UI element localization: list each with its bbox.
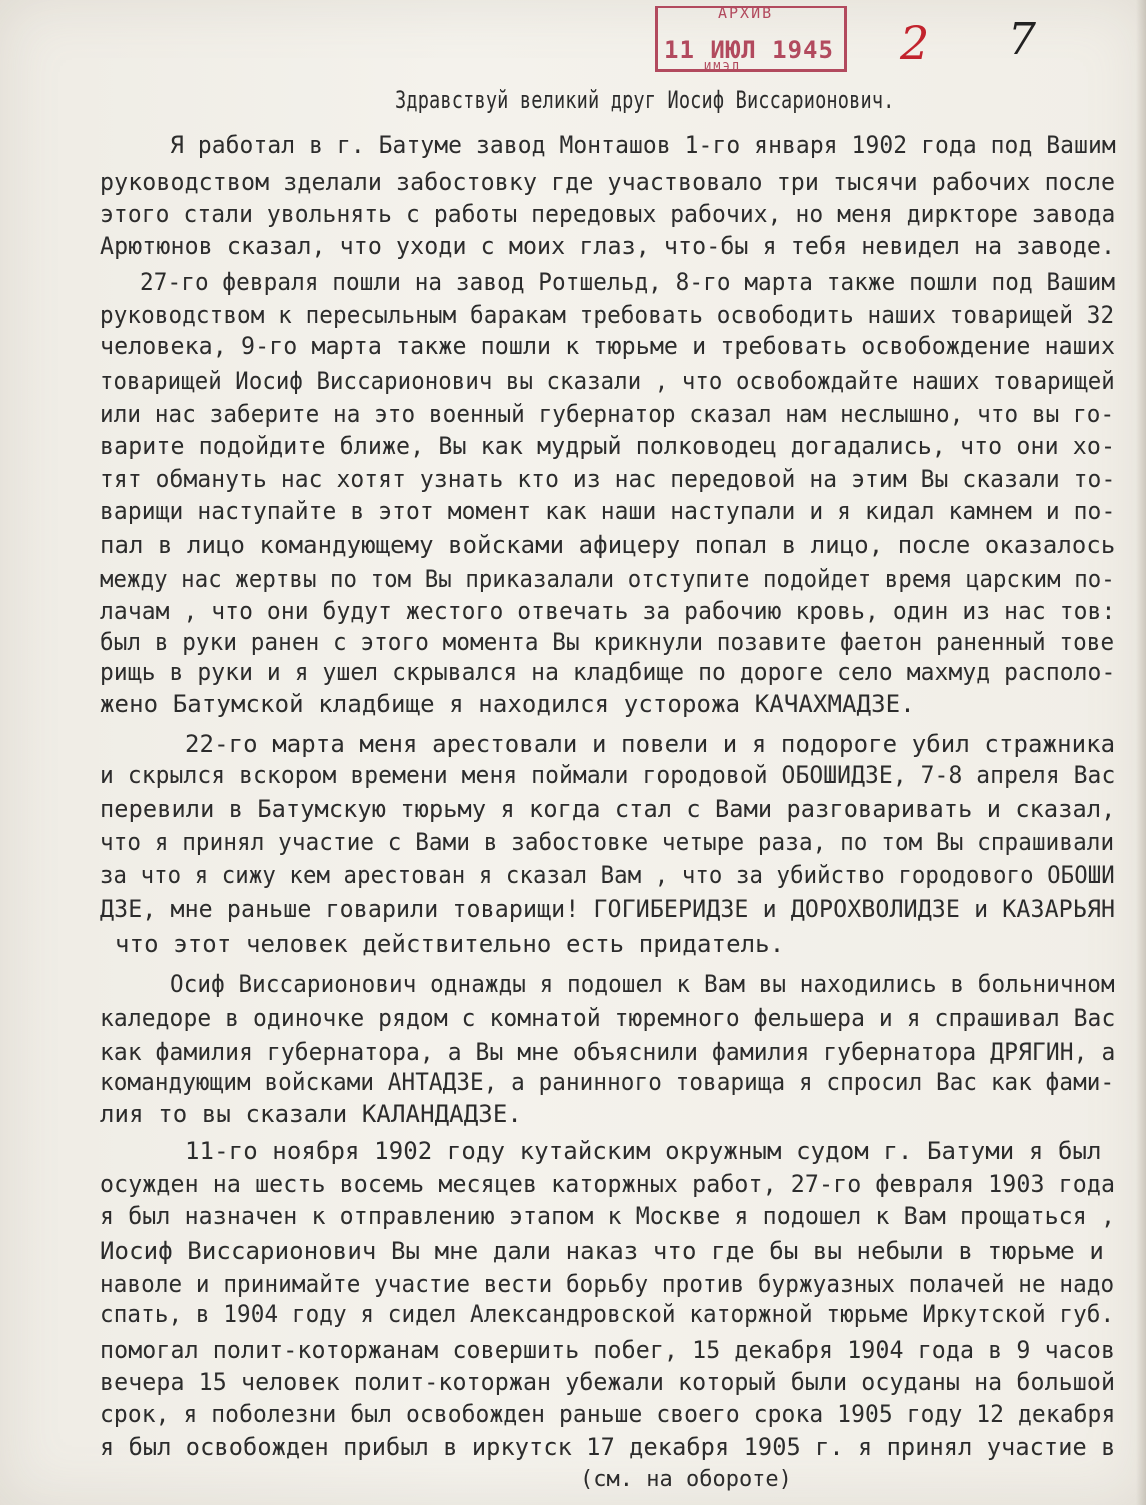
text-line: помогал полит-которжанам совершить побег, 15 декабря 1904 года в 9 часов <box>100 1336 1116 1364</box>
text-line: вечера 15 человек полит-которжан убежали который были осуданы на большой <box>100 1368 1116 1396</box>
text-line: ДЗЕ, мне раньше говарили товарищи! ГОГИБЕРИДЗЕ и ДОРОХВОЛИДЗЕ и КАЗАРЬЯН <box>100 895 1116 923</box>
letter-heading: Здравствуй великий друг Иосиф Виссарионович. <box>395 86 895 114</box>
text-line: Арютюнов сказал, что уходи с моих глаз, что-бы я тебя невидел на заводе. <box>100 232 1116 260</box>
text-line: между нас жертвы по том Вы приказалали отступите подойдет время царским по- <box>100 565 1115 593</box>
text-line: или нас заберите на это военный губернатор сказал нам неслышно, что вы го- <box>100 400 1115 428</box>
stamp-date: 11 ИЮЛ 1945 <box>664 36 834 64</box>
text-line: руководством к пересыльным баракам требовать освободить наших товарищей 32 <box>100 301 1115 329</box>
text-line: варищи наступайте в этот момент как наши наступали и я кидал камнем и по- <box>100 497 1116 525</box>
text-line: человека, 9-го марта также пошли к тюрьме и требовать освобождение наших <box>100 332 1116 360</box>
stamp-bottom-text: ИМЭЛ <box>704 60 741 74</box>
stamp-top-text: АРХИВ <box>718 4 774 22</box>
text-line: что этот человек действительно есть придатель. <box>115 930 785 958</box>
archive-stamp <box>655 6 847 72</box>
page-footer-note: (см. на обороте) <box>580 1467 792 1492</box>
text-line: срок, я поболезни был освобожден раньше своего срока 1905 году 12 декабря <box>100 1400 1116 1428</box>
text-line: рищь в руки и я ушел скрывался на кладбище по дороге село махмуд располо- <box>100 658 1116 686</box>
text-line: каледоре в одиночке рядом с комнатой тюремного фельшера и я спрашивал Вас <box>100 1004 1116 1032</box>
text-line: был в руки ранен с этого момента Вы крикнули позавите фаетон раненный тове <box>100 628 1115 656</box>
text-line: я был освобожден прибыл в иркутск 17 декабря 1905 г. я принял участие в <box>100 1433 1116 1461</box>
text-line: как фамилия губернатора, а Вы мне объяснили фамилия губернатора ДРЯГИН, а <box>100 1038 1116 1066</box>
text-line: Осиф Виссарионович однажды я подошел к Вам вы находились в больничном <box>170 970 1115 998</box>
text-line: товарищей Иосиф Виссарионович вы сказали , что освобождайте наших товарищей <box>100 367 1115 395</box>
page-number-red: 2 <box>900 16 930 70</box>
text-line: и скрылся вскором времени меня поймали городовой ОБОШИДЗЕ, 7-8 апреля Вас <box>100 761 1116 789</box>
text-line: лия то вы сказали КАЛАНДАДЗЕ. <box>100 1100 522 1128</box>
text-line: пал в лицо командующему войсками афицеру попал в лицо, после оказалось <box>100 531 1116 559</box>
text-line: Я работал в г. Батуме завод Монташов 1-го января 1902 года под Вашим <box>170 131 1116 159</box>
text-line: перевили в Батумскую тюрьму я когда стал с Вами разговаривать и сказал, <box>100 795 1116 823</box>
page-number-black: 7 <box>1008 14 1036 65</box>
text-line: 22-го марта меня арестовали и повели и я подороге убил стражника <box>185 730 1116 758</box>
text-line: я был назначен к отправлению этапом к Москве я подошел к Вам прощаться , <box>100 1202 1116 1230</box>
text-line: этого стали увольнять с работы передовых рабочих, но меня диркторе завода <box>100 200 1116 228</box>
text-line: лачам , что они будут жестого отвечать за рабочию кровь, один из нас тов: <box>100 597 1116 625</box>
text-line: спать, в 1904 году я сидел Александровской каторжной тюрьме Иркутской губ. <box>100 1300 1115 1328</box>
text-line: Иосиф Виссарионович Вы мне дали наказ что где бы вы небыли в тюрьме и <box>100 1237 1104 1265</box>
text-line: 27-го февраля пошли на завод Ротшельд, 8-го марта также пошли под Вашим <box>140 268 1116 296</box>
page-edge-shadow <box>1136 0 1146 1505</box>
text-line: осужден на шесть восемь месяцев каторжных работ, 27-го февраля 1903 года <box>100 1170 1116 1198</box>
text-line: что я принял участие с Вами в забостовке четыре раза, по том Вы спрашивали <box>100 828 1115 856</box>
text-line: 11-го ноября 1902 году кутайским окружным судом г. Батуми я был <box>185 1137 1102 1165</box>
text-line: за что я сижу кем арестован я сказал Вам , что за убийство городового ОБОШИ <box>100 861 1115 889</box>
text-line: командующим войсками АНТАДЗЕ, а ранинного товарища я спросил Вас как фами- <box>100 1068 1115 1096</box>
text-line: тят обмануть нас хотят узнать кто из нас передовой на этим Вы сказали то- <box>100 465 1116 493</box>
text-line: руководством зделали забостовку где участвовало три тысячи рабочих после <box>100 168 1116 196</box>
text-line: жено Батумской кладбище я находился усторожа КАЧАХМАДЗЕ. <box>100 690 915 718</box>
text-line: наволе и принимайте участие вести борьбу против буржуазных полачей не надо <box>100 1270 1115 1298</box>
text-line: варите подойдите ближе, Вы как мудрый полководец догадались, что они хо- <box>100 432 1116 460</box>
